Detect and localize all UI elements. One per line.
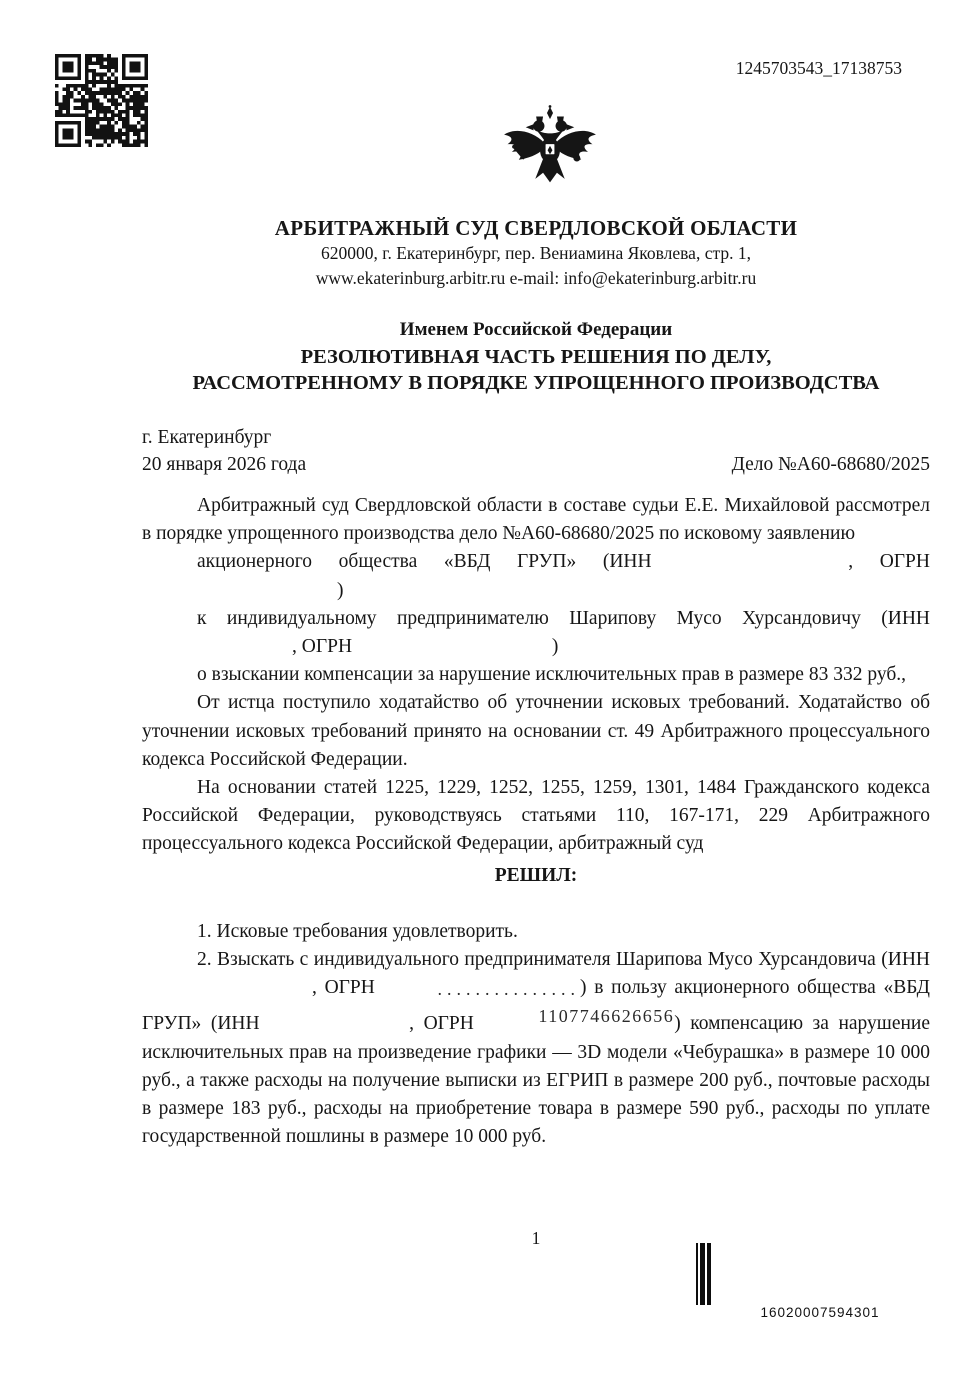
- ogrn-partial-fragment: 1107746626656: [538, 1006, 675, 1027]
- title-line3: РАССМОТРЕННОМУ В ПОРЯДКЕ УПРОЩЕННОГО ПРОИЗВОДСТВА: [192, 372, 880, 394]
- comma: ,: [848, 551, 854, 573]
- decision-body: [142, 492, 930, 1151]
- court-contacts: www.ekaterinburg.arbitr.ru e-mail: info@ekaterinburg.arbitr.ru: [315, 268, 757, 288]
- title-in-the-name: Именем Российской Федерации: [399, 319, 673, 340]
- barcode: [696, 1243, 944, 1320]
- close-paren: ): [337, 579, 344, 601]
- case-meta: [142, 424, 930, 478]
- resolution-item-1: 1. Исковые требования удовлетворить.: [197, 920, 518, 942]
- paragraph-plaintiff: [142, 548, 930, 604]
- resolution-item-2: [142, 946, 930, 1151]
- inn-redacted-blank: [678, 565, 848, 567]
- item2-text-e: ) компенсацию за нарушение исключительных прав на произведение графики — 3D модели «Чебурашка» в размере 10 000 руб., а также расходы на получение выписки из ЕГРИП в размере 200 руб., почтовые расходы в размере 183 руб., расходы на приобретение товара в размере 590 руб., расходы по уплате государственной пошлины в размере 10 000 руб.: [142, 1013, 931, 1148]
- paragraph-legal-basis: На основании статей 1225, 1229, 1252, 1255, 1259, 1301, 1484 Гражданского кодекса Российской Федерации, руководствуясь статьями 110, 167-171, 229 Арбитражного процессуального кодекса Российской Федерации, арбитражный суд: [142, 777, 930, 855]
- paragraph-defendant: [142, 605, 930, 661]
- title-line2: РЕЗОЛЮТИВНАЯ ЧАСТЬ РЕШЕНИЯ ПО ДЕЛУ,: [300, 345, 772, 368]
- item2-text-c: ) в пользу акционерного общества «ВБД ГРУП» (ИНН: [142, 977, 930, 1035]
- item2-text-a: 2. Взыскать с индивидуального предпринимателя Шарипова Мусо Хурсандовича (ИНН: [197, 949, 930, 971]
- case-number: Дело №А60-68680/2025: [731, 454, 930, 475]
- ogrn-label: ОГРН: [879, 551, 930, 573]
- inn-redacted-blank: [142, 650, 292, 652]
- court-name: АРБИТРАЖНЫЙ СУД СВЕРДЛОВСКОЙ ОБЛАСТИ: [274, 216, 798, 240]
- inn-redacted-blank: [269, 1027, 409, 1029]
- decision-date: 20 января 2026 года: [142, 454, 307, 475]
- page-number: 1: [531, 1228, 541, 1248]
- document-title: [142, 317, 930, 397]
- defendant-text: к индивидуальному предпринимателю Шарипову Мусо Хурсандовичу (ИНН: [197, 607, 930, 629]
- ogrn-label: , ОГРН: [409, 1013, 484, 1035]
- qr-code: [55, 54, 148, 147]
- court-address: 620000, г. Екатеринбург, пер. Вениамина Яковлева, стр. 1,: [321, 243, 751, 263]
- ogrn-redacted-blank: [357, 650, 552, 652]
- ogrn-label: , ОГРН: [312, 977, 383, 999]
- document-id: 1245703543_17138753: [735, 58, 902, 78]
- city: г. Екатеринбург: [142, 427, 272, 448]
- paragraph-claim: о взыскании компенсации за нарушение исключительных прав в размере 83 332 руб.,: [197, 664, 906, 686]
- plaintiff-text: акционерного общества «ВБД ГРУП» (ИНН: [197, 551, 652, 573]
- ogrn-label: , ОГРН: [292, 636, 353, 658]
- paragraph-motion: От истца поступило ходатайство об уточнении исковых требований. Ходатайство об уточнении исковых требований принято на основании ст. 49 Арбитражного процессуального кодекса Российской Федерации.: [142, 692, 930, 770]
- barcode-bars-icon: [696, 1243, 944, 1305]
- barcode-number: 16020007594301: [760, 1305, 880, 1320]
- resolved-heading: РЕШИЛ:: [494, 864, 578, 886]
- ogrn-partial-fragment: ...............: [437, 979, 581, 1000]
- inn-redacted-blank: [142, 991, 312, 993]
- ogrn-redacted-blank: [142, 594, 337, 596]
- russia-coat-of-arms-icon: [498, 103, 602, 201]
- close-paren: ): [551, 636, 559, 658]
- paragraph-intro: Арбитражный суд Свердловской области в составе судьи Е.Е. Михайловой рассмотрел в порядке упрощенного производства дело №А60-68680/2025 по исковому заявлению: [142, 495, 930, 545]
- court-header: [142, 216, 930, 291]
